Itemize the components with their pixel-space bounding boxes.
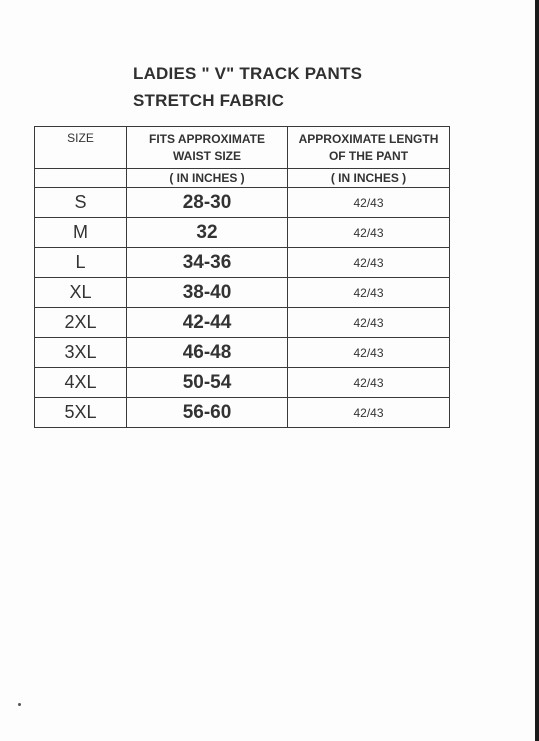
scan-speck [18, 703, 21, 706]
size-cell: S [35, 188, 127, 218]
scan-edge [535, 0, 539, 741]
size-cell: XL [35, 278, 127, 308]
header-size [35, 127, 127, 169]
unit-length: ( IN INCHES ) [288, 169, 450, 188]
waist-cell: 42-44 [127, 308, 288, 338]
table-row [35, 308, 450, 338]
size-cell: L [35, 248, 127, 278]
header-size-label: SIZE [67, 131, 94, 145]
header-length-line2: OF THE PANT [328, 148, 409, 163]
table-row [35, 368, 450, 398]
header-waist-line1: FITS APPROXIMATE [148, 131, 265, 146]
waist-cell: 38-40 [127, 278, 288, 308]
table-row [35, 218, 450, 248]
waist-cell: 56-60 [127, 398, 288, 428]
header-waist-line2: WAIST SIZE [172, 148, 241, 163]
table-unit-row [35, 169, 450, 188]
waist-cell: 50-54 [127, 368, 288, 398]
table-row [35, 338, 450, 368]
header-length-line1: APPROXIMATE LENGTH [298, 131, 439, 146]
size-cell: M [35, 218, 127, 248]
length-cell: 42/43 [288, 398, 450, 428]
length-cell: 42/43 [288, 218, 450, 248]
size-cell: 5XL [35, 398, 127, 428]
header-length [288, 127, 450, 169]
length-cell: 42/43 [288, 308, 450, 338]
table-row [35, 248, 450, 278]
size-cell: 3XL [35, 338, 127, 368]
waist-cell: 34-36 [127, 248, 288, 278]
size-cell: 4XL [35, 368, 127, 398]
length-cell: 42/43 [288, 368, 450, 398]
length-cell: 42/43 [288, 248, 450, 278]
size-chart-table [34, 126, 450, 428]
unit-size-empty [35, 169, 127, 188]
length-cell: 42/43 [288, 278, 450, 308]
table-row [35, 278, 450, 308]
table-row [35, 188, 450, 218]
waist-cell: 46-48 [127, 338, 288, 368]
document-title: LADIES " V" TRACK PANTS [133, 64, 363, 83]
unit-waist: ( IN INCHES ) [127, 169, 288, 188]
waist-cell: 28-30 [127, 188, 288, 218]
table-header-row [35, 127, 450, 169]
size-cell: 2XL [35, 308, 127, 338]
table-row [35, 398, 450, 428]
length-cell: 42/43 [288, 338, 450, 368]
waist-cell: 32 [127, 218, 288, 248]
document-subtitle: STRETCH FABRIC [133, 91, 285, 110]
length-cell: 42/43 [288, 188, 450, 218]
header-waist [127, 127, 288, 169]
